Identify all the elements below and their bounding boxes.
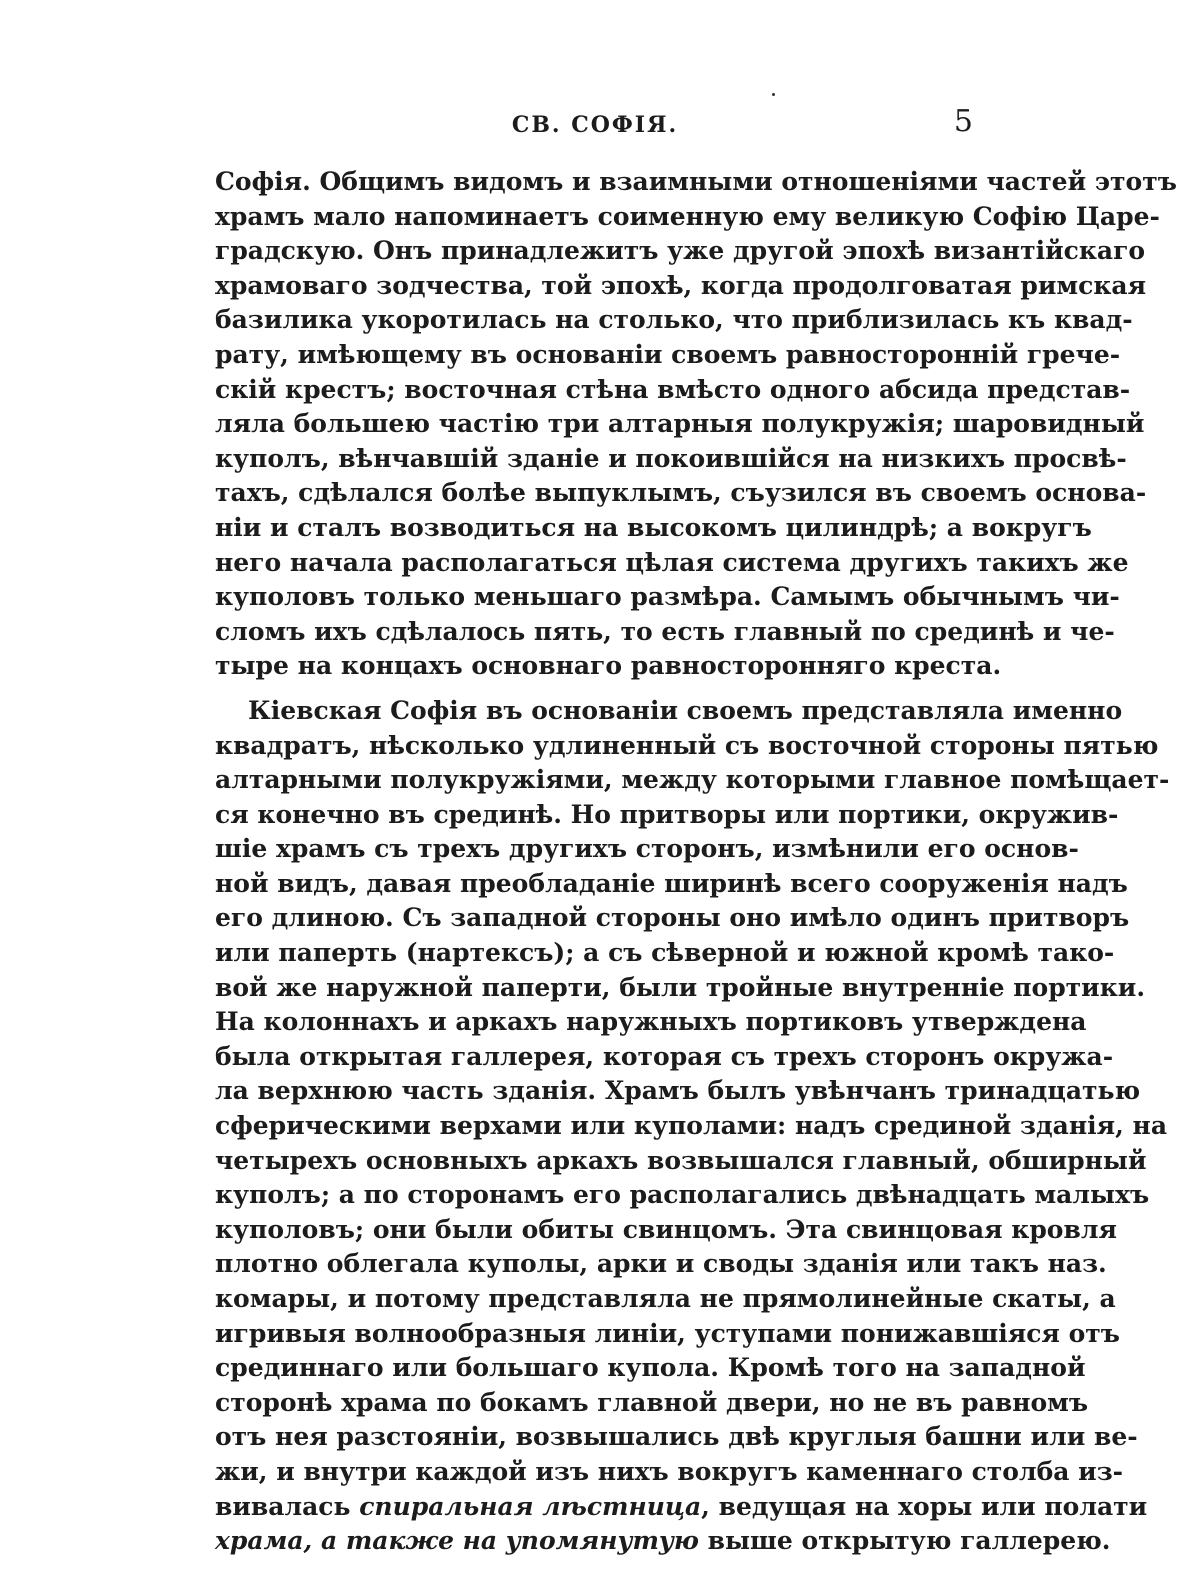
text-line: отъ нея разстояніи, возвышались двѣ круглыя башни или ве-	[215, 1422, 1138, 1452]
text-line: сторонѣ храма по бокамъ главной двери, но не въ равномъ	[215, 1387, 1089, 1417]
text-line: ніи и сталъ возводиться на высокомъ цилиндрѣ; а вокругъ	[215, 512, 1092, 542]
text-line: тахъ, сдѣлался болѣе выпуклымъ, съузился въ своемъ основа-	[215, 478, 1147, 508]
text-line: тыре на концахъ основнаго равносторонняго креста.	[215, 651, 1002, 681]
text-line: или паперть (нартексъ); а съ сѣверной и южной кромѣ тако-	[215, 938, 1115, 968]
text-line: ся конечно въ срединѣ. Но притворы или портики, окружив-	[215, 799, 1119, 829]
text-line: алтарными полукружіями, между которыми главное помѣщает-	[215, 765, 1170, 795]
text-line: игривыя волнообразныя линіи, уступами понижавшіяся отъ	[215, 1318, 1120, 1348]
text-line: Софія. Общимъ видомъ и взаимными отношеніями частей этотъ	[215, 167, 1177, 196]
italic-term: храма, а также на упомянутую	[215, 1526, 699, 1556]
text-line: базилика укоротилась на столько, что приблизилась къ квад-	[215, 305, 1133, 335]
paragraph-2	[215, 694, 1170, 1490]
text-line: ляла большею частію три алтарныя полукружія; шаровидный	[215, 409, 1145, 439]
text-line: него начала располагаться цѣлая система другихъ такихъ же	[215, 547, 1129, 577]
text-line-last	[215, 1524, 1111, 1559]
paragraph-1	[215, 165, 1177, 684]
text-line: вой же наружной паперти, были тройные внутренніе портики.	[215, 972, 1146, 1002]
print-speck	[772, 93, 775, 96]
text-line: ной видъ, давая преобладаніе ширинѣ всего сооруженія надъ	[215, 868, 1128, 898]
text-line: срединнаго или большаго купола. Кромѣ того на западной	[215, 1353, 1086, 1383]
running-head: СВ. СОФІЯ.	[511, 112, 679, 138]
text-line: градскую. Онъ принадлежитъ уже другой эпохѣ византійскаго	[215, 236, 1146, 266]
page-header	[215, 104, 975, 144]
text-line: его длиною. Съ западной стороны оно имѣло одинъ притворъ	[215, 903, 1130, 933]
text-line: храмъ мало напоминаетъ соименную ему великую Софію Царе-	[215, 201, 1160, 231]
line-text: , ведущая на хоры или полати	[701, 1491, 1148, 1521]
text-line: сферическими верхами или куполами: надъ срединой зданія, на	[215, 1111, 1168, 1141]
text-line: куполовъ только меньшаго размѣра. Самымъ обычнымъ чи-	[215, 582, 1120, 612]
text-line	[215, 1490, 1148, 1525]
text-line: храмоваго зодчества, той эпохѣ, когда продолговатая римская	[215, 270, 1147, 300]
paragraph-gap	[215, 684, 975, 694]
text-line: рату, имѣющему въ основаніи своемъ равносторонній грече-	[215, 339, 1121, 369]
italic-term: спиральная лѣстница	[359, 1491, 702, 1521]
text-line: четырехъ основныхъ аркахъ возвышался главный, обширный	[215, 1145, 1147, 1175]
text-line: На колоннахъ и аркахъ наружныхъ портиковъ утверждена	[215, 1007, 1087, 1037]
body-text	[215, 165, 1177, 1559]
text-line: сломъ ихъ сдѣлалось пять, то есть главный по срединѣ и че-	[215, 616, 1115, 646]
page-number: 5	[953, 104, 973, 139]
text-line: плотно облегала куполы, арки и своды зданія или такъ наз.	[215, 1249, 1107, 1279]
text-line: была открытая галлерея, которая съ трехъ сторонъ окружа-	[215, 1041, 1114, 1071]
text-line: квадратъ, нѣсколько удлиненный съ восточной стороны пятью	[215, 730, 1159, 760]
text-line: жи, и внутри каждой изъ нихъ вокругъ каменнаго столба из-	[215, 1456, 1124, 1486]
text-line: куполъ; а по сторонамъ его располагались двѣнадцать малыхъ	[215, 1180, 1150, 1210]
text-line: куполъ, вѣнчавшій зданіе и покоившійся на низкихъ просвѣ-	[215, 443, 1127, 473]
text-line: ла верхнюю часть зданія. Храмъ былъ увѣнчанъ тринадцатью	[215, 1076, 1141, 1106]
text-line: шіе храмъ съ трехъ другихъ сторонъ, измѣнили его основ-	[215, 834, 1079, 864]
text-line: комары, и потому представляла не прямолинейные скаты, а	[215, 1284, 1116, 1313]
text-line: скій крестъ; восточная стѣна вмѣсто одного абсида представ-	[215, 374, 1131, 404]
text-line: Кіевская Софія въ основаніи своемъ представляла именно	[248, 695, 1123, 725]
line-text: вивалась	[215, 1491, 360, 1521]
line-text: выше открытую галлерею.	[698, 1526, 1111, 1556]
text-line: куполовъ; они были обиты свинцомъ. Эта свинцовая кровля	[215, 1214, 1117, 1244]
